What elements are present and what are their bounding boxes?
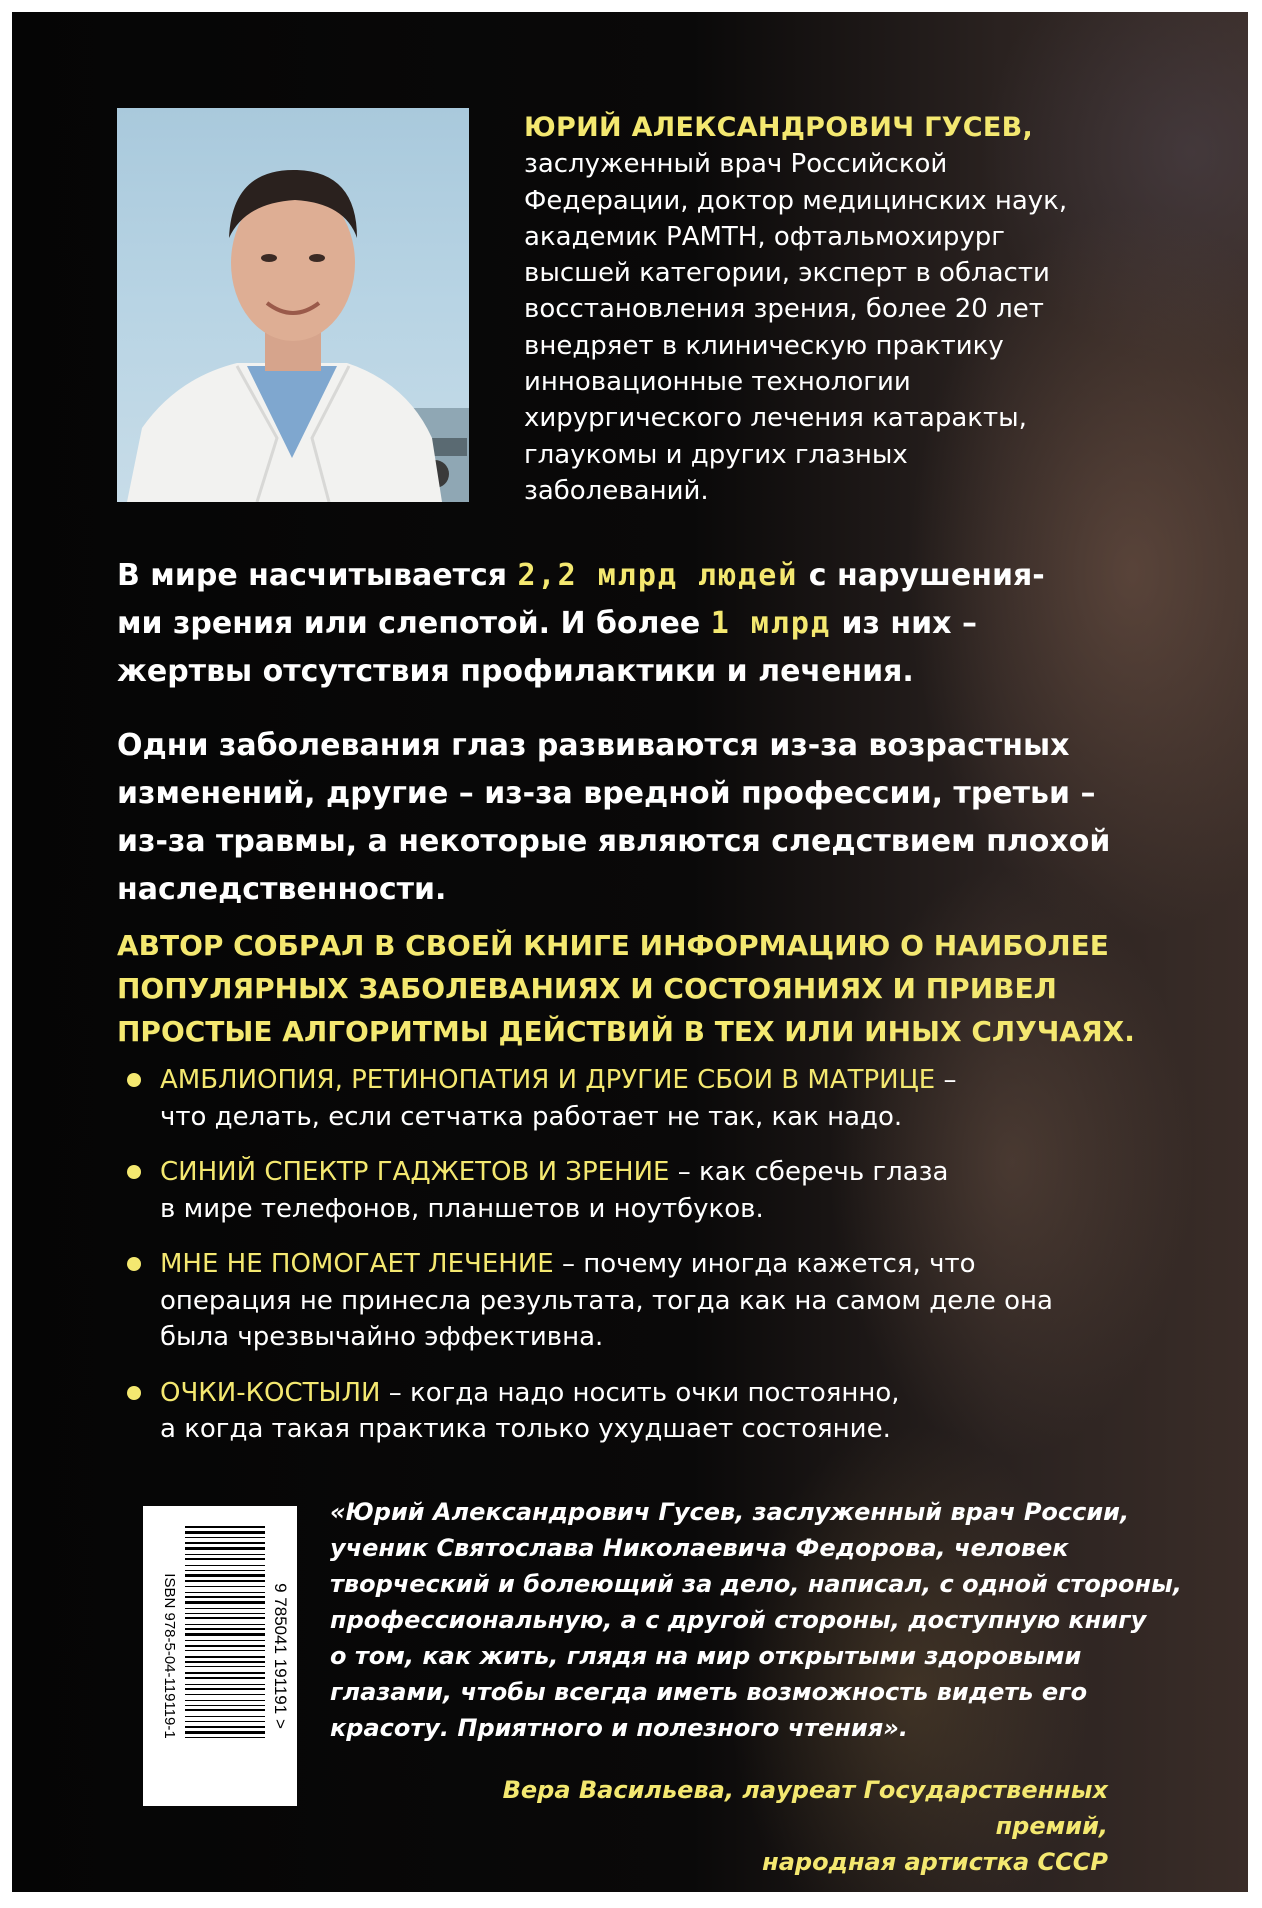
isbn-barcode bbox=[143, 1506, 297, 1806]
list-item bbox=[124, 1375, 1164, 1448]
quote-line: творческий и болеющий за дело, написал, с одной стороны, bbox=[330, 1570, 1182, 1598]
barcode-bar bbox=[185, 1542, 265, 1544]
bio-line: Федерации, доктор медицинских наук, bbox=[524, 185, 1068, 216]
barcode-bar bbox=[185, 1547, 265, 1550]
barcode-bar bbox=[185, 1694, 265, 1695]
bullet-text: – как сберечь глаза bbox=[669, 1157, 949, 1187]
causes-line: наследственности. bbox=[117, 872, 447, 907]
attribution-line: Вера Васильева, лауреат Государственных премий, bbox=[502, 1776, 1108, 1840]
bullet-text: а когда такая практика только ухудшает состояние. bbox=[160, 1414, 891, 1444]
author-name: ЮРИЙ АЛЕКСАНДРОВИЧ ГУСЕВ, bbox=[524, 112, 1034, 143]
barcode-bar bbox=[185, 1624, 265, 1625]
barcode-bar bbox=[185, 1570, 265, 1571]
stats-highlight: 1 млрд bbox=[710, 606, 832, 641]
barcode-bar bbox=[185, 1661, 265, 1663]
quote-line: глазами, чтобы всегда иметь возможность видеть его bbox=[330, 1678, 1088, 1706]
barcode-bar bbox=[185, 1617, 265, 1619]
bullet-heading: МНЕ НЕ ПОМОГАЕТ ЛЕЧЕНИЕ bbox=[160, 1249, 554, 1279]
barcode-bar bbox=[185, 1565, 265, 1566]
barcode-bar bbox=[185, 1580, 265, 1582]
barcode-bars bbox=[185, 1526, 265, 1738]
causes-line: изменений, другие – из-за вредной профессии, третьи – bbox=[117, 776, 1096, 811]
bio-line: высшей категории, эксперт в области bbox=[524, 258, 1050, 289]
bio-line: глаукомы и других глазных bbox=[524, 439, 908, 470]
stats-line: жертвы отсутствия профилактики и лечения. bbox=[117, 654, 914, 689]
summary-line: АВТОР СОБРАЛ В СВОЕЙ КНИГЕ ИНФОРМАЦИЮ О НАИБОЛЕЕ bbox=[117, 929, 1109, 962]
list-item bbox=[124, 1154, 1164, 1227]
bullet-heading: СИНИЙ СПЕКТР ГАДЖЕТОВ И ЗРЕНИЕ bbox=[160, 1157, 670, 1187]
stats-text: В мире насчитывается bbox=[117, 558, 508, 593]
list-item bbox=[124, 1246, 1164, 1356]
bullet-text: операция не принесла результата, тогда как на самом деле она bbox=[160, 1285, 1053, 1316]
attribution-line: народная артистка СССР bbox=[762, 1848, 1108, 1876]
stats-highlight: 2,2 млрд людей bbox=[517, 558, 799, 593]
barcode-bar bbox=[185, 1586, 265, 1587]
quote-line: ученик Святослава Николаевича Федорова, человек bbox=[330, 1534, 1069, 1562]
quote-attribution bbox=[408, 1772, 1108, 1880]
summary-line: ПРОСТЫЕ АЛГОРИТМЫ ДЕЙСТВИЙ В ТЕХ ИЛИ ИНЫХ СЛУЧАЯХ. bbox=[117, 1015, 1135, 1048]
stats-paragraph bbox=[117, 552, 1177, 696]
bullet-text: была чрезвычайно эффективна. bbox=[160, 1322, 604, 1352]
causes-line: из-за травмы, а некоторые являются следствием плохой bbox=[117, 824, 1111, 859]
barcode-bar bbox=[185, 1558, 265, 1560]
barcode-bar bbox=[185, 1554, 265, 1555]
back-cover bbox=[12, 12, 1248, 1892]
stats-text: с нарушения- bbox=[808, 558, 1045, 593]
bullet-text: в мире телефонов, планшетов и ноутбуков. bbox=[160, 1193, 764, 1224]
stats-line bbox=[117, 600, 1177, 648]
bio-line: заболеваний. bbox=[524, 475, 709, 506]
barcode-bar bbox=[185, 1672, 265, 1674]
bio-line: академик РАМТН, офтальмохирург bbox=[524, 221, 1005, 252]
bullet-dot-icon bbox=[127, 1257, 141, 1271]
barcode-digits: 9 785041 191191 > bbox=[271, 1583, 290, 1729]
quote-line: о том, как жить, глядя на мир открытыми здоровыми bbox=[330, 1642, 1082, 1670]
bullet-dot-icon bbox=[127, 1165, 141, 1179]
barcode-bar bbox=[185, 1574, 265, 1577]
barcode-bar bbox=[185, 1613, 265, 1614]
bullet-list bbox=[124, 1062, 1164, 1467]
quote-line: красоту. Приятного и полезного чтения». bbox=[330, 1714, 908, 1742]
barcode-bar bbox=[185, 1601, 265, 1604]
barcode-bar bbox=[185, 1537, 265, 1538]
bullet-first-line bbox=[160, 1062, 1164, 1099]
barcode-bar bbox=[185, 1640, 265, 1641]
summary-line: ПОПУЛЯРНЫХ ЗАБОЛЕВАНИЯХ И СОСТОЯНИЯХ И ПРИВЕЛ bbox=[117, 972, 1057, 1005]
causes-line: Одни заболевания глаз развиваются из-за возрастных bbox=[117, 728, 1070, 763]
barcode-bar bbox=[185, 1628, 265, 1630]
barcode-bar bbox=[185, 1596, 265, 1598]
isbn-text: ISBN 978-5-04-119119-1 bbox=[161, 1573, 178, 1739]
barcode-bar bbox=[185, 1531, 265, 1534]
barcode-bar bbox=[185, 1677, 265, 1679]
barcode-bar bbox=[185, 1650, 265, 1651]
barcode-bar bbox=[185, 1709, 265, 1711]
barcode-bar bbox=[185, 1737, 265, 1738]
summary-heading bbox=[117, 924, 1177, 1053]
bullet-heading: АМБЛИОПИЯ, РЕТИНОПАТИЯ И ДРУГИЕ СБОИ В МАТРИЦЕ bbox=[160, 1065, 936, 1095]
bio-line: хирургического лечения катаракты, bbox=[524, 403, 1027, 434]
list-item bbox=[124, 1062, 1164, 1135]
barcode-bar bbox=[185, 1684, 265, 1685]
barcode-bar bbox=[185, 1608, 265, 1609]
bio-line: восстановления зрения, более 20 лет bbox=[524, 294, 1044, 325]
barcode-bar bbox=[185, 1592, 265, 1593]
barcode-bar bbox=[185, 1731, 265, 1734]
barcode-bar bbox=[185, 1633, 265, 1636]
bullet-first-line bbox=[160, 1246, 1164, 1283]
barcode-bar bbox=[185, 1700, 265, 1701]
bullet-first-line bbox=[160, 1375, 1164, 1412]
barcode-bar bbox=[185, 1705, 265, 1706]
stats-line bbox=[117, 552, 1177, 600]
causes-paragraph bbox=[117, 722, 1177, 914]
barcode-bar bbox=[185, 1721, 265, 1722]
barcode-bar bbox=[185, 1716, 265, 1717]
testimonial-quote bbox=[330, 1494, 1200, 1746]
bullet-text: – когда надо носить очки постоянно, bbox=[380, 1377, 900, 1408]
author-bio bbox=[524, 110, 1164, 509]
bullet-text: – bbox=[935, 1065, 957, 1095]
barcode-bar bbox=[185, 1726, 265, 1728]
bio-line: заслуженный врач Российской bbox=[524, 149, 948, 180]
barcode-bar bbox=[185, 1688, 265, 1690]
barcode-bar bbox=[185, 1526, 265, 1528]
stats-text: из них – bbox=[841, 606, 977, 641]
bullet-first-line bbox=[160, 1154, 1164, 1191]
bio-line: внедряет в клиническую практику bbox=[524, 330, 1004, 361]
bio-line: инновационные технологии bbox=[524, 367, 911, 398]
bullet-dot-icon bbox=[127, 1386, 141, 1400]
bullet-dot-icon bbox=[127, 1073, 141, 1087]
quote-line: профессиональную, а с другой стороны, доступную книгу bbox=[330, 1606, 1147, 1634]
bullet-text: – почему иногда кажется, что bbox=[553, 1249, 976, 1279]
stats-text: ми зрения или слепотой. И более bbox=[117, 606, 701, 641]
barcode-bar bbox=[185, 1666, 265, 1667]
author-photo bbox=[117, 108, 469, 502]
quote-line: «Юрий Александрович Гусев, заслуженный врач России, bbox=[330, 1498, 1130, 1526]
bullet-heading: ОЧКИ-КОСТЫЛИ bbox=[160, 1377, 381, 1408]
bullet-text: что делать, если сетчатка работает не так, как надо. bbox=[160, 1101, 903, 1132]
barcode-bar bbox=[185, 1645, 265, 1647]
barcode-bar bbox=[185, 1656, 265, 1658]
